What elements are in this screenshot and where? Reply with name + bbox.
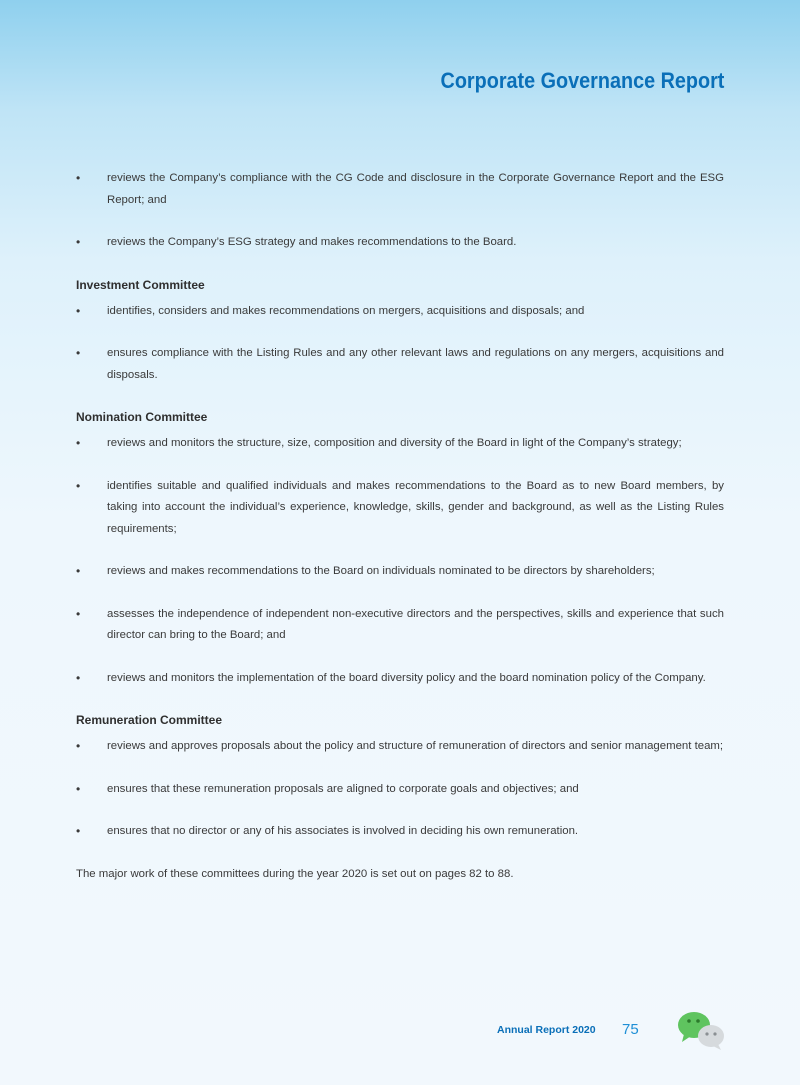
list-item <box>76 561 724 583</box>
bullet-dot: • <box>76 670 81 685</box>
bullet-dot: • <box>76 824 81 838</box>
bullet-text: identifies suitable and qualified individuals and makes recommendations to the Board as to new Board members, by taking into account the individual’s experience, knowledge, skills, gender and background, as well as the Listing Rules requirements; <box>107 479 724 535</box>
bullet-dot: • <box>76 171 81 185</box>
bullet-text: ensures that these remuneration proposals are aligned to corporate goals and objectives; and <box>107 782 579 795</box>
bullet-text: reviews and monitors the structure, size, composition and diversity of the Board in light of the Company’s strategy; <box>107 437 682 449</box>
grey-bubble <box>698 1025 724 1050</box>
footer-report-label: Annual Report 2020 <box>497 1024 596 1036</box>
chat-bubbles-logo-icon <box>676 1008 726 1057</box>
bullet-dot: • <box>76 781 81 796</box>
list-item <box>76 779 724 801</box>
list-item <box>76 168 724 211</box>
bullet-text: ensures that no director or any of his associates is involved in deciding his own remuneration. <box>107 825 579 837</box>
list-item <box>76 604 724 647</box>
section-heading-investment-committee: Investment Committee <box>76 277 205 292</box>
list-item <box>76 232 724 254</box>
bullet-dot: • <box>76 606 81 621</box>
bullet-text: ensures compliance with the Listing Rules and any other relevant laws and regulations on any mergers, acquisitions and disposals. <box>107 347 724 381</box>
bullet-text: identifies, considers and makes recommendations on mergers, acquisitions and disposals; and <box>107 304 585 317</box>
bullet-dot: • <box>76 739 81 753</box>
bullet-dot: • <box>76 346 81 360</box>
bullet-dot: • <box>76 564 81 578</box>
bullet-dot: • <box>76 436 81 450</box>
list-item <box>76 301 724 323</box>
bullet-text: reviews the Company’s compliance with the CG Code and disclosure in the Corporate Governance Report and the ESG Report; and <box>107 172 724 206</box>
bullet-text: reviews and monitors the implementation of the board diversity policy and the board nomination policy of the Company. <box>107 671 706 684</box>
bullet-text: reviews and makes recommendations to the Board on individuals nominated to be directors by shareholders; <box>107 565 655 577</box>
list-item <box>76 476 724 541</box>
list-item <box>76 821 724 843</box>
bullet-text: assesses the independence of independent non-executive directors and the perspectives, skills and experience that such director can bring to the Board; and <box>107 607 724 641</box>
section-heading-nomination-committee: Nomination Committee <box>76 410 208 424</box>
page-title: Corporate Governance Report <box>440 68 724 93</box>
section-heading-remuneration-committee: Remuneration Committee <box>76 713 223 727</box>
bullet-dot: • <box>76 478 81 493</box>
page-number: 75 <box>622 1021 639 1038</box>
bullet-dot: • <box>76 303 81 318</box>
bullet-text: reviews and approves proposals about the policy and structure of remuneration of directors and senior management team; <box>107 740 724 752</box>
list-item <box>76 433 724 455</box>
bullet-dot: • <box>76 235 81 249</box>
closing-paragraph: The major work of these committees during the year 2020 is set out on pages 82 to 88. <box>76 867 514 880</box>
list-item <box>76 343 724 386</box>
bullet-text: reviews the Company’s ESG strategy and makes recommendations to the Board. <box>107 236 517 248</box>
document-body <box>76 168 724 885</box>
list-item <box>76 668 724 690</box>
list-item <box>76 736 724 758</box>
